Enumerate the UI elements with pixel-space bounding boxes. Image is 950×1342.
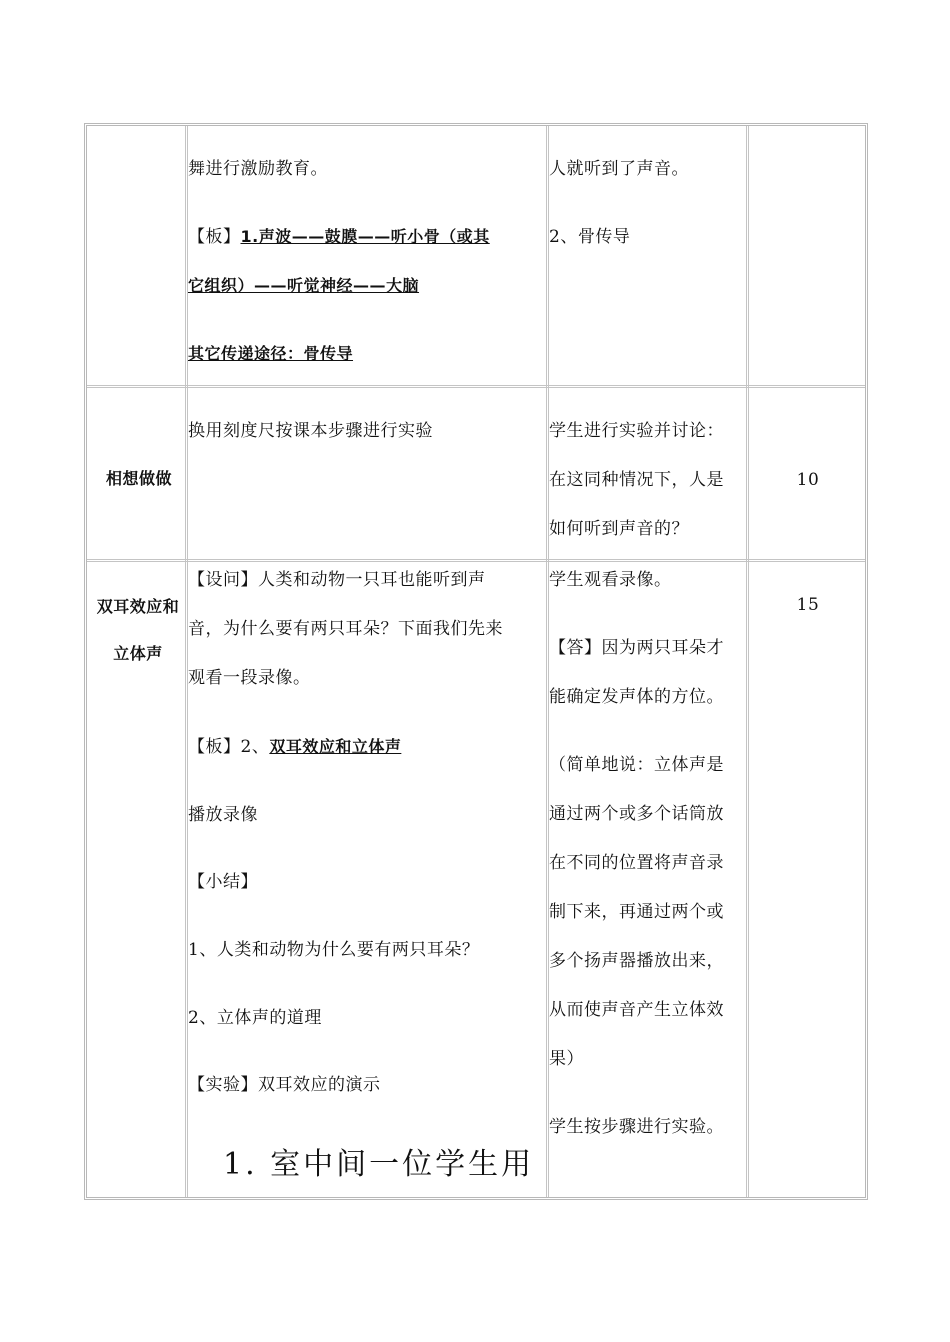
student-text: 人就听到了声音。 xyxy=(549,159,689,179)
student-text: 学生进行实验并讨论： xyxy=(549,421,724,441)
student-text: 如何听到声音的？ xyxy=(549,519,689,539)
teacher-text: 1、人类和动物为什么要有两只耳朵？ xyxy=(188,940,480,960)
student-text: 在这同种情况下，人是 xyxy=(549,470,724,490)
student-text: 能确定发声体的方位。 xyxy=(549,687,724,707)
student-text: 果） xyxy=(549,1049,584,1069)
teacher-text: 1. 室中间一位学生用 xyxy=(223,1147,535,1182)
teacher-text: 【板】2、双耳效应和立体声 xyxy=(188,737,402,757)
stage-label: 双耳效应和 xyxy=(96,597,180,616)
stage-label: 立体声 xyxy=(113,644,163,663)
teacher-text: 换用刻度尺按课本步骤进行实验 xyxy=(188,421,433,441)
teacher-text: 【设问】人类和动物一只耳也能听到声 xyxy=(188,570,486,590)
student-text: 多个扬声器播放出来， xyxy=(549,951,724,971)
student-text: 学生观看录像。 xyxy=(549,570,672,590)
time-value: 10 xyxy=(796,470,820,490)
time-value: 15 xyxy=(796,595,820,615)
student-text: 通过两个或多个话筒放 xyxy=(549,804,724,824)
table-row xyxy=(87,562,865,1197)
table-row xyxy=(87,126,865,388)
teacher-text: 它组织）——听觉神经——大脑 xyxy=(188,276,420,295)
student-text: （简单地说：立体声是 xyxy=(549,755,724,775)
student-text: 在不同的位置将声音录 xyxy=(549,853,724,873)
teacher-text: 音，为什么要有两只耳朵？下面我们先来 xyxy=(188,619,503,639)
teacher-text: 【小结】 xyxy=(188,872,258,892)
teacher-text: 2、立体声的道理 xyxy=(188,1008,322,1028)
teacher-text: 舞进行激励教育。 xyxy=(188,159,328,179)
lesson-plan-table xyxy=(84,123,868,1200)
stage-label: 相想做做 xyxy=(105,469,172,488)
teacher-text: 播放录像 xyxy=(188,805,258,825)
student-text: 学生按步骤进行实验。 xyxy=(549,1117,724,1137)
teacher-text: 观看一段录像。 xyxy=(188,668,311,688)
teacher-text: 其它传递途径：骨传导 xyxy=(188,344,354,363)
teacher-text: 【板】1.声波——鼓膜——听小骨（或其 xyxy=(188,227,490,247)
student-text: 【答】因为两只耳朵才 xyxy=(549,638,724,658)
student-text: 2、骨传导 xyxy=(549,227,631,247)
table-row xyxy=(87,388,865,562)
student-text: 制下来，再通过两个或 xyxy=(549,902,724,922)
teacher-text: 【实验】双耳效应的演示 xyxy=(188,1075,381,1095)
student-text: 从而使声音产生立体效 xyxy=(549,1000,724,1020)
